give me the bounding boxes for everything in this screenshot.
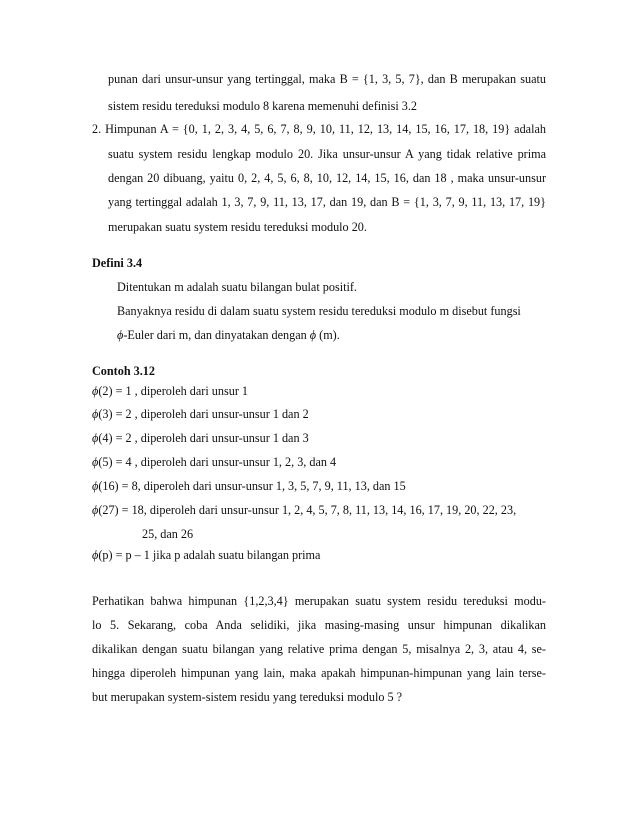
definition-line-2: Banyaknya residu di dalam suatu system residu tereduksi modulo m disebut fungsi bbox=[117, 304, 521, 318]
phi-symbol: ϕ bbox=[92, 431, 99, 445]
definition-line-1: Ditentukan m adalah suatu bilangan bulat positif. bbox=[117, 280, 357, 294]
item1-continuation-line-1: punan dari unsur-unsur yang tertinggal, maka B = {1, 3, 5, 7}, dan B merupakan suatu bbox=[108, 72, 546, 86]
example-heading: Contoh 3.12 bbox=[92, 364, 155, 378]
example-row-phi-3 bbox=[92, 406, 309, 422]
item2-line-3: dengan 20 dibuang, yaitu 0, 2, 4, 5, 6, 8, 10, 12, 14, 15, 16, dan 18 , maka unsur-unsur bbox=[108, 171, 546, 185]
closing-paragraph-line-4: hingga diperoleh himpunan yang lain, maka apakah himpunan-himpunan yang lain terse- bbox=[92, 666, 546, 680]
item2-line-4: yang tertinggal adalah 1, 3, 7, 9, 11, 13, 17, dan 19, dan B = {1, 3, 7, 9, 11, 13, 17, 19} bbox=[108, 195, 546, 209]
example-row-text: (27) = 18, diperoleh dari unsur-unsur 1, 2, 4, 5, 7, 8, 11, 13, 14, 16, 17, 19, 20, 22, 23, bbox=[98, 503, 517, 517]
example-row-phi-27-continuation: 25, dan 26 bbox=[142, 527, 194, 541]
example-row-text: (5) = 4 , diperoleh dari unsur-unsur 1, 2, 3, dan 4 bbox=[98, 455, 337, 469]
phi-symbol: ϕ bbox=[92, 479, 99, 493]
definition-line-3 bbox=[117, 327, 340, 343]
phi-symbol: ϕ bbox=[309, 328, 317, 342]
closing-paragraph-line-2: lo 5. Sekarang, coba Anda selidiki, jika masing-masing unsur himpunan dikalikan bbox=[92, 618, 546, 632]
example-row-phi-27 bbox=[92, 502, 516, 518]
closing-paragraph-line-5: but merupakan system-sistem residu yang tereduksi modulo 5 ? bbox=[92, 690, 403, 704]
phi-symbol: ϕ bbox=[117, 328, 124, 342]
example-row-phi-16 bbox=[92, 478, 406, 494]
example-row-text: (2) = 1 , diperoleh dari unsur 1 bbox=[98, 384, 249, 398]
phi-symbol: ϕ bbox=[92, 455, 99, 469]
item2-line-1: 2. Himpunan A = {0, 1, 2, 3, 4, 5, 6, 7, 8, 9, 10, 11, 12, 13, 14, 15, 16, 17, 18, 19} adalah bbox=[92, 122, 546, 136]
example-row-text: (3) = 2 , diperoleh dari unsur-unsur 1 dan 2 bbox=[98, 407, 309, 421]
definition-line-3-text-b: (m). bbox=[316, 328, 340, 342]
phi-symbol: ϕ bbox=[92, 548, 99, 562]
closing-paragraph-line-3: dikalikan dengan suatu bilangan yang relative prima dengan 5, misalnya 2, 3, atau 4, se- bbox=[92, 642, 546, 656]
example-row-phi-5 bbox=[92, 454, 336, 470]
phi-symbol: ϕ bbox=[92, 384, 99, 398]
phi-symbol: ϕ bbox=[92, 407, 99, 421]
example-row-text: (p) = p – 1 jika p adalah suatu bilangan prima bbox=[98, 548, 321, 562]
example-row-phi-p bbox=[92, 547, 320, 563]
closing-paragraph-line-1: Perhatikan bahwa himpunan {1,2,3,4} merupakan suatu system residu tereduksi modu- bbox=[92, 594, 546, 608]
definition-heading: Defini 3.4 bbox=[92, 256, 143, 270]
item1-continuation-line-2: sistem residu tereduksi modulo 8 karena memenuhi definisi 3.2 bbox=[108, 99, 418, 113]
phi-symbol: ϕ bbox=[92, 503, 99, 517]
example-row-phi-4 bbox=[92, 430, 309, 446]
example-row-text: (16) = 8, diperoleh dari unsur-unsur 1, 3, 5, 7, 9, 11, 13, dan 15 bbox=[98, 479, 406, 493]
example-row-text: (4) = 2 , diperoleh dari unsur-unsur 1 dan 3 bbox=[98, 431, 309, 445]
item2-line-2: suatu system residu lengkap modulo 20. Jika unsur-unsur A yang tidak relative prima bbox=[108, 147, 546, 161]
example-row-phi-2 bbox=[92, 383, 248, 399]
item2-line-5: merupakan suatu system residu tereduksi modulo 20. bbox=[108, 220, 367, 234]
definition-line-3-text-a: -Euler dari m, dan dinyatakan dengan bbox=[123, 328, 310, 342]
